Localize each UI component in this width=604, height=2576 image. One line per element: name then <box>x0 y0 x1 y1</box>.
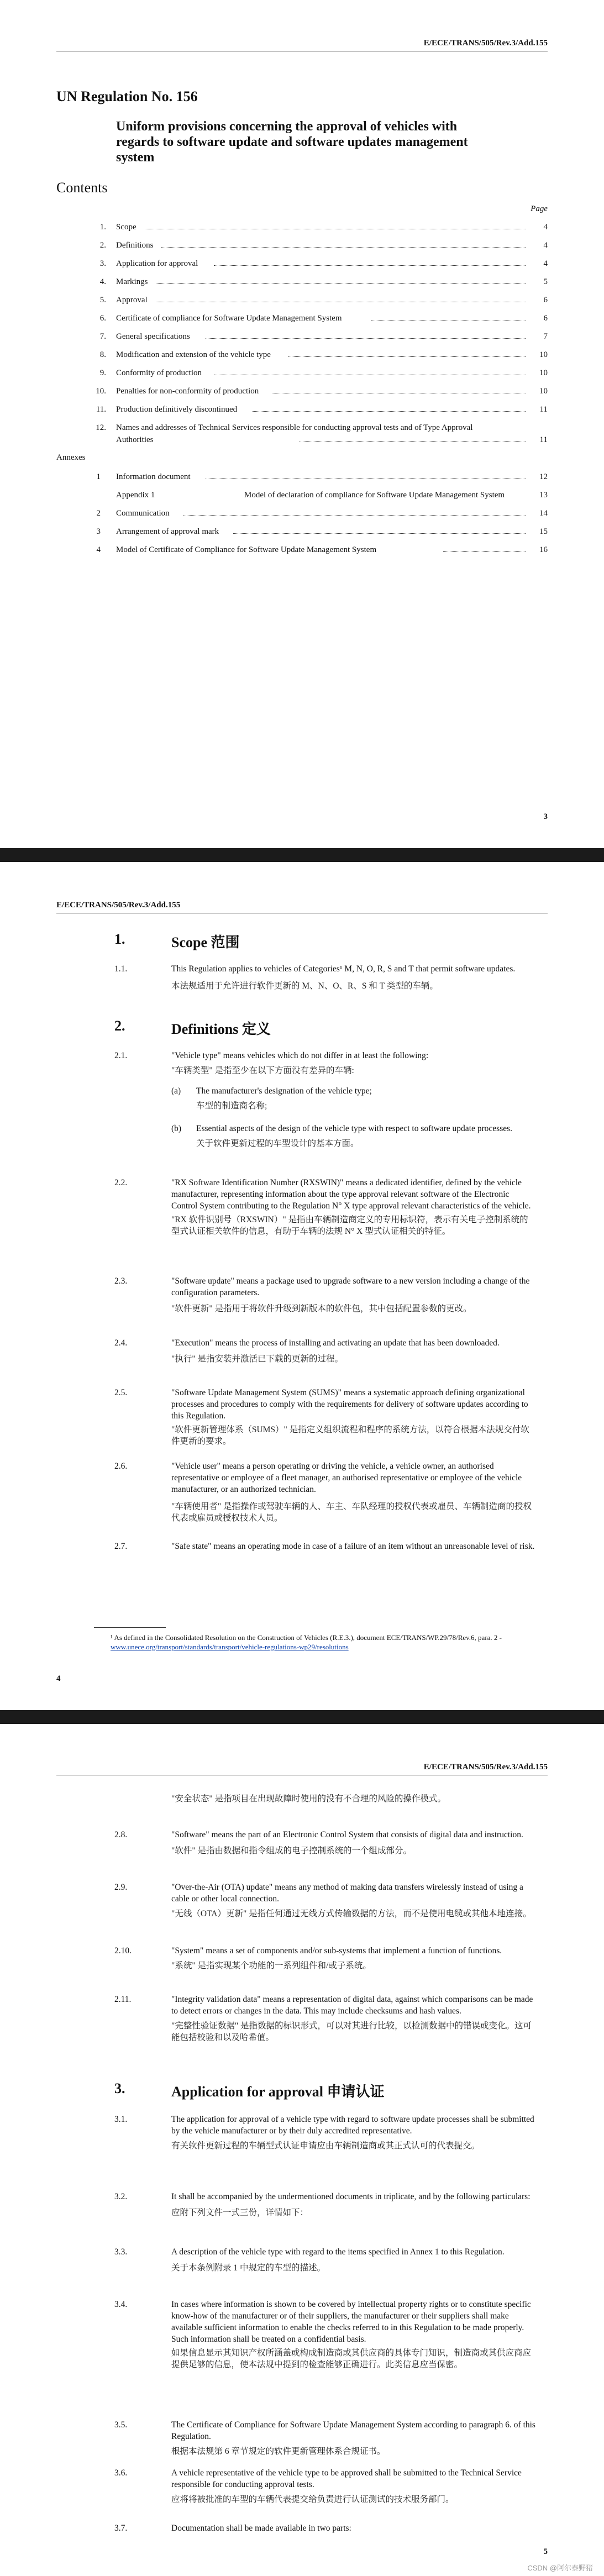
contents-heading: Contents <box>56 180 108 196</box>
toc-entry[interactable]: 12. Names and addresses of Technical Services responsible for conducting approval tests and of Type Approval Authorities 11 <box>96 423 548 444</box>
section-heading-application: 3. Application for approval 申请认证 <box>114 2080 385 2100</box>
footnote: ¹ As defined in the Consolidated Resolution on the Construction of Vehicles (R.E.3.), document ECE/TRANS/WP.29/78/Rev.6, para. 2 - www.unece.org/transport/standards/transport/vehicle-regulations-wp29/resolutions <box>111 1633 502 1651</box>
toc-entry[interactable]: 5. Approval 6 <box>99 296 548 304</box>
toc-entry[interactable]: 6. Certificate of compliance for Software Update Management System 6 <box>99 314 548 323</box>
toc-entry[interactable]: 1. Scope 4 <box>99 223 548 232</box>
page-number: 3 <box>543 812 548 821</box>
page-column-label: Page <box>531 204 548 213</box>
section-heading-definitions: 2. Definitions 定义 <box>114 1018 271 1037</box>
regulation-subtitle: Uniform provisions concerning the approval of vehicles with regards to software update and software updates management system <box>116 119 468 165</box>
page-number: 4 <box>56 1674 61 1683</box>
toc-entry[interactable]: 11. Production definitively discontinued 11 <box>96 405 548 414</box>
toc-entry[interactable]: 8. Modification and extension of the vehicle type 10 <box>99 350 548 359</box>
document-symbol-header: E/ECE/TRANS/505/Rev.3/Add.155 <box>423 1763 548 1771</box>
document-page-3: E/ECE/TRANS/505/Rev.3/Add.155 "安全状态" 是指项目在出现故障时使用的没有不合理的风险的操作模式。 2.8. "Software" means the part of an Electronic Control System that consists of digital data and instruction. "软件" 是指由数据和指令组成的电子控制系统的一个组成部分。 2.9. "Over-the-Air (OTA) update" means any method of making data transfers wirelessly instead of using a cable or other local connection. "无线（OTA）更新" 是指任何通过无线方式传输数据的方法，而不是使用电缆或其他本地连接。 2.10. "System" means a set of components and/or sub-systems that implement a function of functions. "系统" 是指实现某个功能的一系列组件和/或子系统。 2.11. "Integrity validation data" means a representation of digital data, against which comparisons can be made to detect errors or changes in the data. This may include checksums and hash values. "完整性验证数据" 是指数据的标识形式，可以对其进行比较，以检测数据中的错误或变化。这可能包括校验和以及哈希值。 3. Application for approval 申请认证 3.1. The application for approval of a vehicle type with regard to software update processes shall be submitted by the vehicle manufacturer or by their duly accredited representative. 有关软件更新过程的车辆型式认证申请应由车辆制造商或其正式认可的代表提交。 3.2. It shall be accompanied by the undermentioned documents in triplicate, and by the following particulars: 应附下列文件一式三份，详情如下： 3.3. A description of the vehicle type with regard to the items specified in Annex 1 to this Regulation. 关于本条例附录 1 中规定的车型的描述。 3.4. In cases where information is shown to be covered by intellectual property rights or to constitute specific know-how of the manufacturer or of their suppliers, the manufacturer or their suppliers shall make available sufficient information to enable the checks referred to in this Regulation to be made properly. Such information shall be treated on a confidential basis. 如果信息显示其知识产权所涵盖或构成制造商或其供应商的具体专门知识，制造商或其供应商应提供足够的信息，使本法规中提到的检查能够正确进行。此类信息应当保密。 3.5. The Certificate of Compliance for Software Update Management System according to paragraph 6. of this Regulation. 根据本法规第 6 章节规定的软件更新管理体系合规证书。 3.6. A vehicle representative of the vehicle type to be approved shall be submitted to the Technical Service responsible for conducting approval tests. 应将将被批准的车型的车辆代表提交给负责进行认证测试的技术服务部门。 3.7. Documentation shall be made available in two parts: 5 CSDN @阿尔泰野猪 <box>0 1724 604 2576</box>
page-number: 5 <box>543 2547 548 2556</box>
annex-entry[interactable]: 2 Communication 14 <box>96 509 548 518</box>
toc-entry[interactable]: 9. Conformity of production 10 <box>99 369 548 377</box>
watermark: CSDN @阿尔泰野猪 <box>527 2564 593 2572</box>
toc-entry[interactable]: 3. Application for approval 4 <box>99 259 548 268</box>
annex-appendix-entry[interactable]: Appendix 1 Model of declaration of compliance for Software Update Management System 13 <box>116 491 548 500</box>
toc-entry[interactable]: 4. Markings 5 <box>99 277 548 286</box>
toc-entry[interactable]: 2. Definitions 4 <box>99 241 548 250</box>
section-heading-scope: 1. Scope 范围 <box>114 931 240 950</box>
document-symbol-header: E/ECE/TRANS/505/Rev.3/Add.155 <box>423 39 548 48</box>
toc-entry[interactable]: 10. Penalties for non-conformity of production 10 <box>96 387 548 396</box>
footnote-rule <box>94 1627 166 1628</box>
document-symbol-header: E/ECE/TRANS/505/Rev.3/Add.155 <box>56 901 181 910</box>
toc-entry[interactable]: 7. General specifications 7 <box>99 332 548 341</box>
annex-entry[interactable]: 4 Model of Certificate of Compliance for Software Update Management System 16 <box>96 545 548 554</box>
document-page-2: E/ECE/TRANS/505/Rev.3/Add.155 1. Scope 范围 1.1. This Regulation applies to vehicles of Categories¹ M, N, O, R, S and T that permit software updates. 本法规适用于允许进行软件更新的 M、N、O、R、S 和 T 类型的车辆。 2. Definitions 定义 2.1. "Vehicle type" means vehicles which do not differ in at least the following: "车辆类型" 是指至少在以下方面没有差异的车辆: (a) The manufacturer's designation of the vehicle type; 车型的制造商名称; (b) Essential aspects of the design of the vehicle type with respect to software update processes. 关于软件更新过程的车型设计的基本方面。 2.2. "RX Software Identification Number (RXSWIN)" means a dedicated identifier, defined by the vehicle manufacturer, representing information about the type approval relevant software of the Electronic Control System contributing to the Regulation N° X type approval relevant characteristics of the vehicle. "RX 软件识别号（RXSWIN）" 是指由车辆制造商定义的专用标识符，表示有关电子控制系统的型式认证相关软件的信息，有助于车辆的法规 N° X 型式认证相关的特征。 2.3. "Software update" means a package used to upgrade software to a new version including a change of the configuration parameters. "软件更新" 是指用于将软件升级到新版本的软件包，其中包括配置参数的更改。 2.4. "Execution" means the process of installing and activating an update that has been downloaded. "执行" 是指安装并激活已下载的更新的过程。 2.5. "Software Update Management System (SUMS)" means a systematic approach defining organizational processes and procedures to comply with the requirements for delivery of software updates according to this Regulation. "软件更新管理体系（SUMS）" 是指定义组织流程和程序的系统方法，以符合根据本法规交付软件更新的要求。 2.6. "Vehicle user" means a person operating or driving the vehicle, a vehicle owner, an authorised representative or employee of a fleet manager, an authorised representative or employee of the vehicle manufacturer, or an authorized technician. "车辆使用者" 是指操作或驾驶车辆的人、车主、车队经理的授权代表或雇员、车辆制造商的授权代表或雇员或授权技术人员。 2.7. "Safe state" means an operating mode in case of a failure of an item without an unreasonable level of risk. ¹ As defined in the Consolidated Resolution on the Construction of Vehicles (R.E.3.), document ECE/TRANS/WP.29/78/Rev.6, para. 2 - www.unece.org/transport/standards/transport/vehicle-regulations-wp29/resolutions 4 <box>0 862 604 1710</box>
document-page-1 <box>0 0 604 848</box>
annex-entry[interactable]: 3 Arrangement of approval mark 15 <box>96 527 548 536</box>
annexes-heading: Annexes <box>56 453 86 462</box>
footnote-link[interactable]: www.unece.org/transport/standards/transport/vehicle-regulations-wp29/resolutions <box>111 1643 349 1651</box>
regulation-title: UN Regulation No. 156 <box>56 88 198 104</box>
annex-entry[interactable]: 1 Information document 12 <box>96 472 548 481</box>
